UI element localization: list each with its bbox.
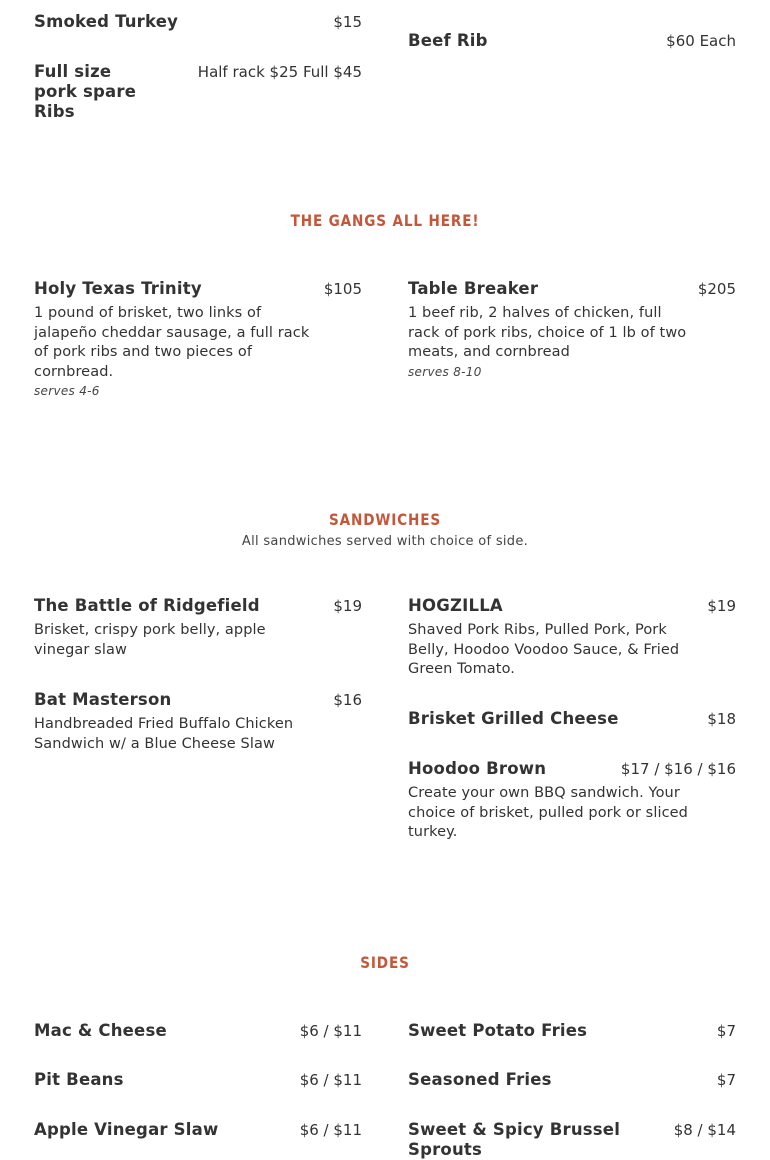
item-name: Beef Rib (408, 31, 488, 50)
menu-item (408, 1120, 736, 1160)
item-price: $8 / $14 (673, 1121, 736, 1139)
section-title-sides: SIDES (360, 953, 410, 972)
item-price: $7 (716, 1071, 736, 1089)
item-name: Table Breaker (408, 279, 539, 298)
item-name: Smoked Turkey (34, 12, 179, 31)
item-price: $15 (333, 13, 362, 31)
item-price: $17 / $16 / $16 (620, 760, 736, 778)
section-note: All sandwiches served with choice of side. (241, 534, 529, 549)
item-serves: serves 8-10 (408, 364, 482, 379)
item-price: $6 / $11 (299, 1022, 362, 1040)
item-name: Seasoned Fries (408, 1070, 552, 1089)
item-name: Mac & Cheese (34, 1021, 167, 1040)
menu-item (34, 1021, 362, 1041)
menu-item (408, 279, 736, 382)
item-price: $6 / $11 (299, 1121, 362, 1139)
item-name: Pit Beans (34, 1070, 124, 1089)
item-description: 1 beef rib, 2 halves of chicken, full rack of pork ribs, choice of 1 lb of two meats, and cornbread (408, 305, 687, 360)
menu-item (408, 759, 736, 843)
item-name: Holy Texas Trinity (34, 279, 202, 298)
item-price: $6 / $11 (299, 1071, 362, 1089)
item-price: $7 (716, 1022, 736, 1040)
menu-item (34, 1120, 362, 1140)
item-name: Hoodoo Brown (408, 759, 547, 778)
menu-item (34, 1070, 362, 1090)
item-description: 1 pound of brisket, two links of jalapeño cheddar sausage, a full rack of pork ribs and two pieces of cornbread. (34, 305, 310, 380)
item-description: Create your own BBQ sandwich. Your choice of brisket, pulled pork or sliced turkey. (408, 785, 688, 840)
item-price: $105 (323, 280, 362, 298)
item-name: Bat Masterson (34, 690, 172, 709)
item-name: Full size pork spare Ribs (34, 62, 137, 121)
menu-item (408, 596, 736, 680)
item-description: Shaved Pork Ribs, Pulled Pork, Pork Belly, Hoodoo Voodoo Sauce, & Fried Green Tomato. (408, 622, 680, 677)
item-name: Apple Vinegar Slaw (34, 1120, 219, 1139)
item-name: HOGZILLA (408, 596, 503, 615)
menu-item (34, 596, 362, 660)
section-title-sandwiches: SANDWICHES (328, 510, 441, 529)
item-price: $60 Each (666, 32, 736, 50)
item-name: Sweet & Spicy Brussel Sprouts (408, 1120, 621, 1159)
menu-item (34, 12, 362, 32)
section-title-gangs: THE GANGS ALL HERE! (290, 211, 480, 230)
item-name: The Battle of Ridgefield (34, 596, 260, 615)
menu-item (34, 62, 362, 122)
menu-item (34, 279, 362, 401)
menu-item (34, 690, 362, 754)
menu-item (408, 709, 736, 729)
item-serves: serves 4-6 (34, 384, 100, 398)
item-name: Sweet Potato Fries (408, 1021, 588, 1040)
item-price: $19 (707, 597, 736, 615)
menu-item (408, 1070, 736, 1090)
item-name: Brisket Grilled Cheese (408, 709, 619, 728)
item-price: $16 (333, 691, 362, 709)
item-description: Handbreaded Fried Buffalo Chicken Sandwich w/ a Blue Cheese Slaw (34, 716, 294, 752)
item-price: $205 (697, 280, 736, 298)
item-price: Half rack $25 Full $45 (197, 63, 362, 81)
menu-item (408, 31, 736, 51)
item-description: Brisket, crispy pork belly, apple vinegar slaw (34, 622, 266, 658)
item-price: $19 (333, 597, 362, 615)
menu-item (408, 1021, 736, 1041)
item-price: $18 (707, 710, 736, 728)
